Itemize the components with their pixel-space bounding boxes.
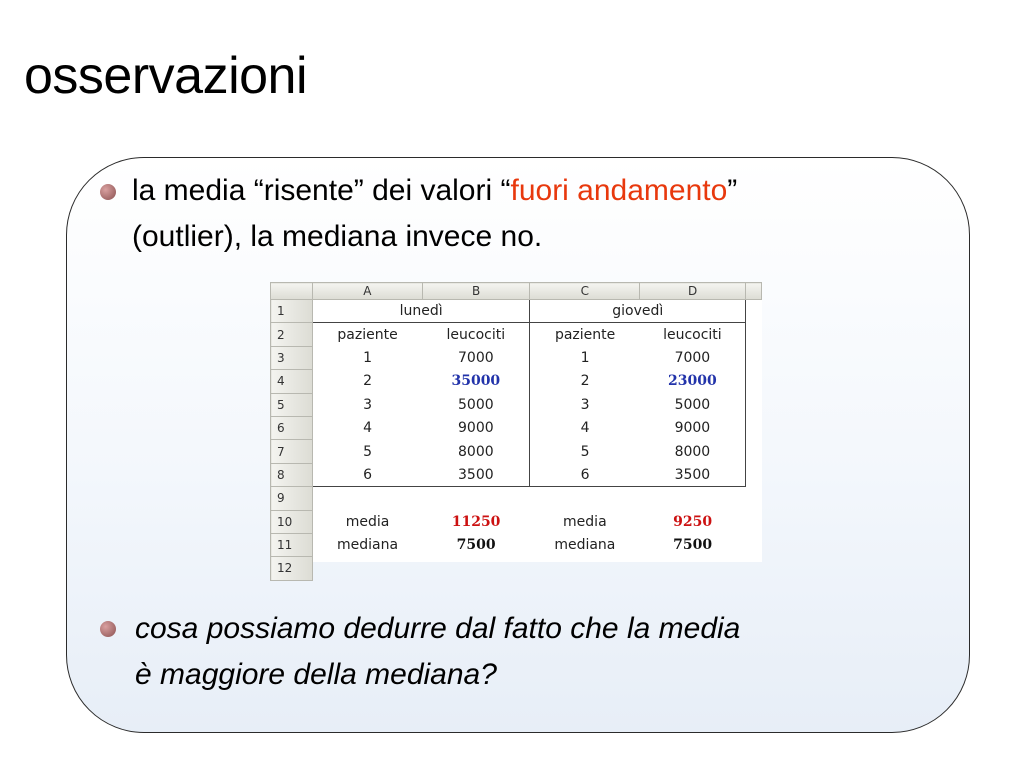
group-label-giovedi[interactable]: giovedì xyxy=(530,300,746,323)
table-row xyxy=(271,487,762,510)
bullet-dot-icon xyxy=(100,184,116,200)
group-label-lunedi[interactable]: lunedì xyxy=(312,300,530,323)
table-row xyxy=(271,463,762,486)
table-row xyxy=(271,416,762,439)
table-row xyxy=(271,533,762,556)
table-row xyxy=(271,300,762,323)
table-row xyxy=(271,370,762,393)
bullet-question-text-2: è maggiore della mediana? xyxy=(135,658,497,691)
cell-outlier[interactable]: 23000 xyxy=(640,370,746,393)
cell[interactable]: 5 xyxy=(530,440,640,463)
cell[interactable]: leucociti xyxy=(640,323,746,346)
cell-median[interactable]: 7500 xyxy=(673,537,713,554)
cell-mean[interactable]: 11250 xyxy=(451,513,501,530)
column-header-d[interactable]: D xyxy=(640,283,746,300)
cell[interactable]: paziente xyxy=(530,323,640,346)
bullet-outlier-text-3: (outlier), la mediana invece no. xyxy=(132,220,543,253)
bullet-question xyxy=(135,606,955,698)
bullet-outlier-accent: fuori andamento xyxy=(510,174,728,207)
page-title: osservazioni xyxy=(24,47,308,105)
cell[interactable]: leucociti xyxy=(446,326,506,343)
cell[interactable]: mediana xyxy=(337,537,399,554)
cell-median[interactable]: 7500 xyxy=(456,537,496,554)
cell[interactable]: 5000 xyxy=(458,396,494,413)
column-header-b[interactable]: B xyxy=(422,283,530,300)
row-number[interactable]: 11 xyxy=(271,533,313,556)
cell[interactable]: 3 xyxy=(312,393,422,416)
column-header-a[interactable]: A xyxy=(312,283,422,300)
spreadsheet xyxy=(270,282,762,576)
cell[interactable]: 9000 xyxy=(640,416,746,439)
cell[interactable]: 3500 xyxy=(640,463,746,486)
row-number[interactable]: 7 xyxy=(271,440,313,463)
row-number[interactable]: 6 xyxy=(271,416,313,439)
column-header-extra xyxy=(746,283,762,300)
bullet-question-text-1: cosa possiamo dedurre dal fatto che la media xyxy=(135,612,741,645)
cell[interactable]: 7000 xyxy=(640,346,746,369)
row-number[interactable]: 12 xyxy=(271,557,313,580)
cell[interactable]: 3 xyxy=(530,393,640,416)
corner-cell xyxy=(271,283,313,300)
row-number[interactable]: 3 xyxy=(271,346,313,369)
table-row xyxy=(271,557,762,580)
table-row xyxy=(271,510,762,533)
cell[interactable]: 8000 xyxy=(640,440,746,463)
table-row xyxy=(271,323,762,346)
bullet-outlier-text-2: ” xyxy=(727,174,738,207)
cell[interactable] xyxy=(422,487,530,510)
row-number[interactable]: 1 xyxy=(271,300,313,323)
cell[interactable]: 3500 xyxy=(422,463,530,486)
cell[interactable]: 8000 xyxy=(458,443,494,460)
row-number[interactable]: 8 xyxy=(271,463,313,486)
row-number[interactable]: 5 xyxy=(271,393,313,416)
cell-mean[interactable]: 9250 xyxy=(673,513,713,530)
column-header-c[interactable]: C xyxy=(530,283,640,300)
cell[interactable]: 4 xyxy=(530,416,640,439)
cell[interactable]: 2 xyxy=(312,370,422,393)
bullet-outlier-text-1: la media “risente” dei valori “ xyxy=(132,174,511,207)
cell[interactable]: 5000 xyxy=(640,393,746,416)
cell[interactable] xyxy=(640,487,746,510)
cell[interactable]: 1 xyxy=(312,346,422,369)
cell[interactable]: mediana xyxy=(554,537,616,554)
cell[interactable]: 6 xyxy=(312,463,422,486)
cell[interactable]: 5 xyxy=(312,440,422,463)
row-number[interactable]: 9 xyxy=(271,487,313,510)
cell[interactable]: 4 xyxy=(312,416,422,439)
row-number[interactable]: 4 xyxy=(271,370,313,393)
cell[interactable] xyxy=(312,487,422,510)
table-row xyxy=(271,346,762,369)
table-row xyxy=(271,393,762,416)
cell[interactable]: media xyxy=(345,513,390,530)
cell[interactable]: 2 xyxy=(530,370,640,393)
bullet-dot-icon xyxy=(100,621,116,637)
cell[interactable]: media xyxy=(563,513,607,530)
cell[interactable]: 6 xyxy=(530,463,640,486)
cell[interactable]: 9000 xyxy=(458,420,494,437)
cell[interactable] xyxy=(530,487,640,510)
table-row xyxy=(271,440,762,463)
cell[interactable]: 1 xyxy=(530,346,640,369)
cell[interactable]: 7000 xyxy=(458,349,494,366)
row-number[interactable]: 2 xyxy=(271,323,313,346)
bullet-outlier xyxy=(132,168,952,260)
cell-outlier[interactable]: 35000 xyxy=(451,373,501,390)
row-number[interactable]: 10 xyxy=(271,510,313,533)
column-header-row xyxy=(271,283,762,300)
cell[interactable]: paziente xyxy=(312,323,422,346)
